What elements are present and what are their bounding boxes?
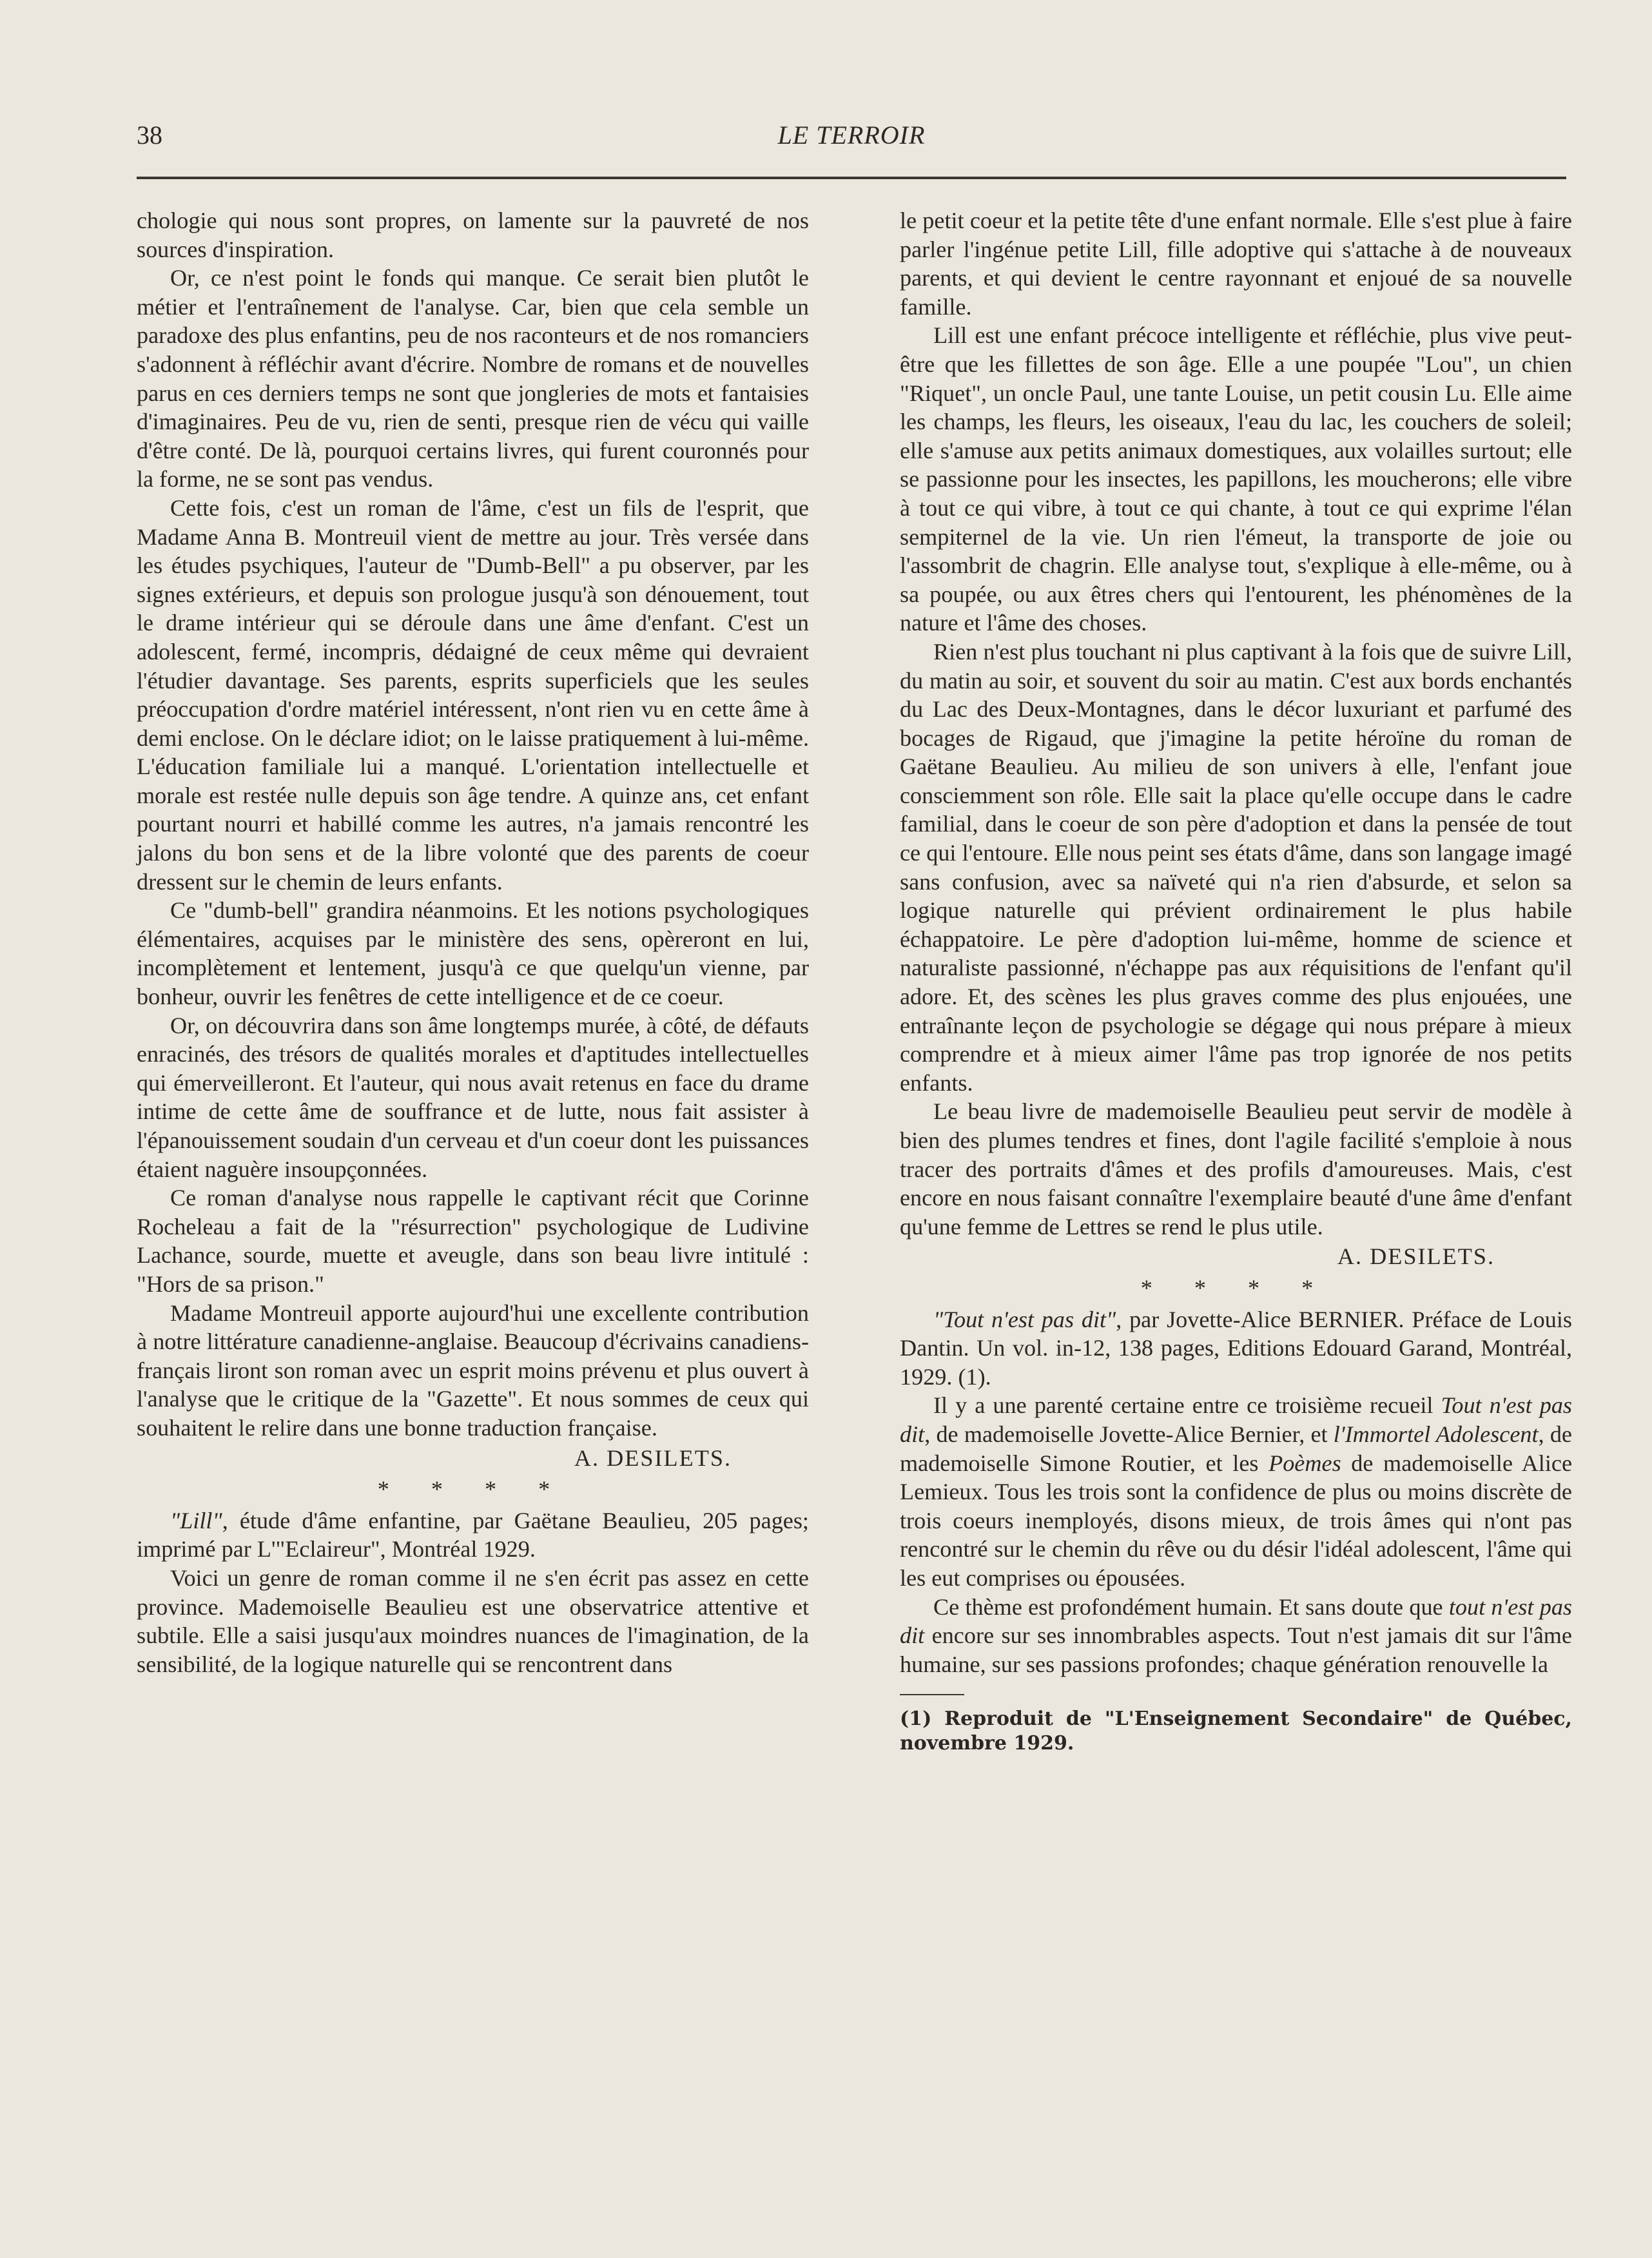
book-title: Poèmes xyxy=(1268,1450,1341,1476)
book-reference xyxy=(900,1305,1572,1392)
page-header xyxy=(137,120,1566,152)
paragraph: Ce "dumb-bell" grandira néanmoins. Et les notions psychologiques élémentaires, acquises par le ministère des sens, opèreront en lui, incomplètement et lentement, jusqu'à ce que quelqu'un vienne, par bonheur, ouvrir les fenêtres de cette intelligence et de ce coeur. xyxy=(137,897,809,1010)
book-details: , étude d'âme enfantine, par Gaëtane Beaulieu, 205 pages; imprimé par L'"Eclaireur", Montréal 1929. xyxy=(137,1507,809,1562)
page-number: 38 xyxy=(137,121,162,150)
left-column xyxy=(137,206,809,1679)
book-reference xyxy=(137,1506,809,1564)
signature: A. DESILETS. xyxy=(574,1445,732,1471)
paragraph: Rien n'est plus touchant ni plus captivant à la fois que de suivre Lill, du matin au soir, et souvent du soir au matin. C'est aux bords enchantés du Lac des Deux-Montagnes, dans le décor luxuriant et parfumé des bocages de Rigaud, que j'imagine la petite héroïne du roman de Gaëtane Beaulieu. Au milieu de son univers à elle, l'enfant joue consciemment son rôle. Elle sait la place qu'elle occupe dans le cadre familial, dans le coeur de son père d'adoption et dans la pensée de tout ce qui l'entoure. Elle nous peint ses états d'âme, dans son langage imagé sans confusion, avec sa naïveté qui n'a rien d'absurde, et selon sa logique naturelle qui prévient ordinairement le plus habile échappatoire. Le père d'adoption lui-même, homme de science et naturaliste passionné, n'échappe pas aux réquisitions de l'enfant qu'il adore. Et, des scènes les plus graves comme des plus enjouées, une entraînante leçon de psychologie se dégage qui nous prépare à mieux comprendre et à mieux aimer l'âme pas trop ignorée de nos petits enfants. xyxy=(900,638,1572,1096)
footnote-text: (1) Reproduit de "L'Enseignement Secondaire" de Québec, novembre 1929. xyxy=(900,1708,1572,1755)
right-column xyxy=(900,206,1572,1756)
text-run: Il y a une parenté certaine entre ce troisième recueil xyxy=(933,1392,1441,1419)
section-separator: * * * * xyxy=(377,1476,568,1503)
book-details: , par Jovette-Alice BERNIER. Préface de Louis Dantin. Un vol. in-12, 138 pages, Editions Edouard Garand, Montréal, 1929. (1). xyxy=(900,1306,1572,1390)
footnote xyxy=(900,1707,1572,1756)
running-title: LE TERROIR xyxy=(777,121,926,150)
text-run: encore sur ses innombrables aspects. Tout n'est jamais dit sur l'âme humaine, sur ses passions profondes; chaque génération renouvelle la xyxy=(900,1622,1572,1677)
book-title: Tout n'est pas dit xyxy=(900,1392,1572,1447)
paragraph: chologie qui nous sont propres, on lamente sur la pauvreté de nos sources d'inspiration. xyxy=(137,208,809,262)
text-run: , de mademoiselle Jovette-Alice Bernier, et xyxy=(924,1421,1334,1447)
paragraph: Madame Montreuil apporte aujourd'hui une excellente contribution à notre littérature canadienne-anglaise. Beaucoup d'écrivains canadiens-français liront son roman avec un esprit moins prévenu et plus ouvert à l'analyse que le critique de la "Gazette". Et nous sommes de ceux qui souhaitent le relire dans une bonne traduction française. xyxy=(137,1299,809,1441)
book-title: "Tout n'est pas dit" xyxy=(933,1306,1116,1332)
book-title: "Lill" xyxy=(170,1507,222,1533)
paragraph xyxy=(900,1593,1572,1679)
paragraph: Or, ce n'est point le fonds qui manque. Ce serait bien plutôt le métier et l'entraînement de l'analyse. Car, bien que cela semble un paradoxe des plus enfantins, peu de nos raconteurs et de nos romanciers s'adonnent à réfléchir avant d'écrire. Nombre de romans et de nouvelles parus en ces derniers temps ne sont que jongleries de mots et fantaisies d'imaginaires. Peu de vu, rien de senti, presque rien de vécu qui vaille d'être conté. De là, pourquoi certains livres, qui furent couronnés pour la forme, ne se sont pas vendus. xyxy=(137,265,809,492)
section-separator: * * * * xyxy=(1140,1274,1332,1301)
book-title: tout n'est pas dit xyxy=(900,1593,1572,1649)
paragraph: Cette fois, c'est un roman de l'âme, c'est un fils de l'esprit, que Madame Anna B. Montreuil vient de mettre au jour. Très versée dans les études psychiques, l'auteur de "Dumb-Bell" a pu observer, par les signes extérieurs, et depuis son prologue jusqu'à son dénouement, tout le drame intérieur qui se déroule dans une âme d'enfant. C'est un adolescent, fermé, incompris, dédaigné de ceux même qui devraient l'étudier davantage. Ses parents, esprits superficiels que les seules préoccupation d'ordre matériel intéressent, n'ont rien vu en cette âme à demi enclose. On le déclare idiot; on le laisse pratiquement à lui-même. L'éducation familiale lui a manqué. L'orientation intellectuelle et morale est restée nulle depuis son âge tendre. A quinze ans, cet enfant pourtant nourri et habillé comme les autres, n'a jamais rencontré les jalons du bon sens et de la libre volonté que des parents de coeur dressent sur le chemin de leurs enfants. xyxy=(137,494,809,895)
text-run: , de mademoiselle Simone Routier, et les xyxy=(900,1421,1572,1476)
paragraph: Or, on découvrira dans son âme longtemps murée, à côté, de défauts enracinés, des trésors de qualités morales et d'aptitudes intellectuelles qui émerveilleront. Et l'auteur, qui nous avait retenus en face du drame intime de cette âme de souffrance et de lutte, nous fait assister à l'épanouissement soudain d'un cerveau et d'un coeur dont les puissances étaient naguère insoupçonnées. xyxy=(137,1012,809,1182)
paragraph: Voici un genre de roman comme il ne s'en écrit pas assez en cette province. Mademoiselle Beaulieu est une observatrice attentive et subtile. Elle a saisi jusqu'aux moindres nuances de l'imagination, de la sensibilité, de la logique naturelle qui se rencontrent dans xyxy=(137,1564,809,1677)
paragraph xyxy=(900,1391,1572,1592)
header-rule xyxy=(137,177,1566,179)
paragraph: Lill est une enfant précoce intelligente et réfléchie, plus vive peut-être que les fillettes de son âge. Elle a une poupée "Lou", un chien "Riquet", un oncle Paul, une tante Louise, un petit cousin Lu. Elle aime les champs, les fleurs, les oiseaux, l'eau du lac, les couchers de soleil; elle s'amuse aux petits animaux domestiques, aux volailles surtout; elle se passionne pour les insectes, les papillons, les moucherons; elle vibre à tout ce qui vibre, à tout ce qui chante, à tout ce qui exprime l'élan sempiternel de la vie. Un rien l'émeut, la transporte de joie ou l'assombrit de chagrin. Elle analyse tout, s'explique à elle-même, ou à sa poupée, ou aux êtres chers qui l'entourent, les phénomènes de la nature et l'âme des choses. xyxy=(900,322,1572,636)
footnote-rule xyxy=(900,1694,964,1695)
text-run: Ce thème est profondément humain. Et sans doute que xyxy=(933,1593,1449,1620)
paragraph: Ce roman d'analyse nous rappelle le captivant récit que Corinne Rocheleau a fait de la "résurrection" psychologique de Ludivine Lachance, sourde, muette et aveugle, dans son beau livre intitulé : "Hors de sa prison." xyxy=(137,1185,809,1297)
book-title: l'Immortel Adolescent xyxy=(1333,1421,1539,1447)
text-run: de mademoiselle Alice Lemieux. Tous les trois sont la confidence de plus ou moins discrète de trois coeurs inemployés, disons mieux, de trois âmes qui n'ont pas rencontré sur le chemin du rêve ou du désir l'idéal adolescent, l'âme qui les eut comprises ou épousées. xyxy=(900,1450,1573,1591)
paragraph: Le beau livre de mademoiselle Beaulieu peut servir de modèle à bien des plumes tendres et fines, dont l'agile facilité s'emploie à nous tracer des portraits d'âmes et des profils d'amoureuses. Mais, c'est encore en nous faisant connaître l'exemplaire beauté d'une âme d'enfant qu'une femme de Lettres se rend le plus utile. xyxy=(900,1098,1572,1240)
signature: A. DESILETS. xyxy=(1337,1243,1495,1270)
paragraph: le petit coeur et la petite tête d'une enfant normale. Elle s'est plue à faire parler l'ingénue petite Lill, fille adoptive qui s'attache à de nouveaux parents, et qui devient le centre rayonnant et enjoué de sa nouvelle famille. xyxy=(900,208,1572,320)
